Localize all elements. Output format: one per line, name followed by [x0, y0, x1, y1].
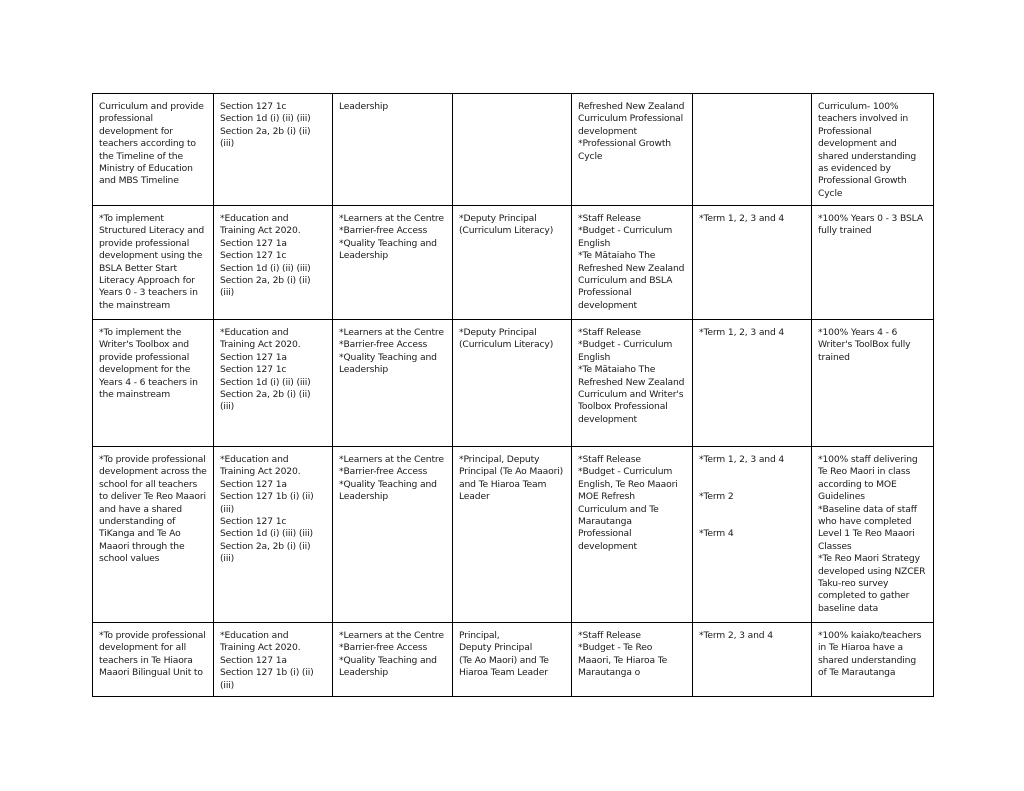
- cell-objective: *To implement the Writer's Toolbox and provide professional development for the Years 4 - 6 teachers in the mainstream: [93, 320, 214, 447]
- cell-timeframe: [693, 94, 812, 206]
- cell-outcome: *100% staff delivering Te Reo Maori in class according to MOE Guidelines *Baseline data of staff who have completed Level 1 Te Reo Maaori Classes *Te Reo Maori Strategy developed using NZCER Taku-reo survey completed to gather baseline data: [812, 447, 934, 623]
- cell-resources: *Staff Release *Budget - Curriculum English, Te Reo Maaori MOE Refresh Curriculum and Te Marautanga Professional development: [572, 447, 693, 623]
- cell-resources: *Staff Release *Budget - Te Reo Maaori, Te Hiaroa Te Marautanga o: [572, 623, 693, 697]
- table-row: [93, 623, 934, 697]
- cell-responsibility: *Deputy Principal (Curriculum Literacy): [453, 320, 572, 447]
- cell-responsibility: [453, 94, 572, 206]
- cell-legislation: Section 127 1c Section 1d (i) (ii) (iii) Section 2a, 2b (i) (ii) (iii): [214, 94, 333, 206]
- table-row: [93, 447, 934, 623]
- table-row: [93, 320, 934, 447]
- cell-strategic-goal: *Learners at the Centre *Barrier-free Access *Quality Teaching and Leadership: [333, 623, 453, 697]
- cell-objective: *To provide professional development across the school for all teachers to deliver Te Reo Maaori and have a shared understanding of TiKanga and Te Ao Maaori through the school values: [93, 447, 214, 623]
- cell-legislation: *Education and Training Act 2020. Section 127 1a Section 127 1c Section 1d (i) (ii) (iii) Section 2a, 2b (i) (ii) (iii): [214, 320, 333, 447]
- table-row: [93, 206, 934, 320]
- cell-strategic-goal: *Learners at the Centre *Barrier-free Access *Quality Teaching and Leadership: [333, 206, 453, 320]
- cell-legislation: *Education and Training Act 2020. Section 127 1a Section 127 1b (i) (ii) (iii) Section 127 1c Section 1d (i) (iii) (iii) Section 2a, 2b (i) (ii) (iii): [214, 447, 333, 623]
- table-row: [93, 94, 934, 206]
- cell-resources: *Staff Release *Budget - Curriculum English *Te Mātaiaho The Refreshed New Zealand Curriculum and BSLA Professional development: [572, 206, 693, 320]
- cell-outcome: *100% kaiako/teachers in Te Hiaroa have a shared understanding of Te Marautanga: [812, 623, 934, 697]
- cell-timeframe: *Term 1, 2, 3 and 4: [693, 320, 812, 447]
- cell-objective: Curriculum and provide professional development for teachers according to the Timeline of the Ministry of Education and MBS Timeline: [93, 94, 214, 206]
- cell-responsibility: *Principal, Deputy Principal (Te Ao Maaori) and Te Hiaroa Team Leader: [453, 447, 572, 623]
- cell-strategic-goal: Leadership: [333, 94, 453, 206]
- cell-resources: Refreshed New Zealand Curriculum Professional development *Professional Growth Cycle: [572, 94, 693, 206]
- cell-legislation: *Education and Training Act 2020. Section 127 1a Section 127 1c Section 1d (i) (ii) (iii) Section 2a, 2b (i) (ii) (iii): [214, 206, 333, 320]
- cell-responsibility: *Deputy Principal (Curriculum Literacy): [453, 206, 572, 320]
- cell-objective: *To implement Structured Literacy and provide professional development using the BSLA Better Start Literacy Approach for Years 0 - 3 teachers in the mainstream: [93, 206, 214, 320]
- cell-outcome: Curriculum- 100% teachers involved in Professional development and shared understanding as evidenced by Professional Growth Cycle: [812, 94, 934, 206]
- cell-outcome: *100% Years 0 - 3 BSLA fully trained: [812, 206, 934, 320]
- cell-responsibility: Principal, Deputy Principal (Te Ao Maori) and Te Hiaroa Team Leader: [453, 623, 572, 697]
- cell-outcome: *100% Years 4 - 6 Writer's ToolBox fully trained: [812, 320, 934, 447]
- cell-resources: *Staff Release *Budget - Curriculum English *Te Mātaiaho The Refreshed New Zealand Curriculum and Writer's Toolbox Professional development: [572, 320, 693, 447]
- cell-legislation: *Education and Training Act 2020. Section 127 1a Section 127 1b (i) (ii) (iii): [214, 623, 333, 697]
- cell-timeframe: *Term 1, 2, 3 and 4 *Term 2 *Term 4: [693, 447, 812, 623]
- cell-objective: *To provide professional development for all teachers in Te Hiaora Maaori Bilingual Unit to: [93, 623, 214, 697]
- plan-table: [92, 93, 934, 697]
- cell-timeframe: *Term 2, 3 and 4: [693, 623, 812, 697]
- cell-timeframe: *Term 1, 2, 3 and 4: [693, 206, 812, 320]
- cell-strategic-goal: *Learners at the Centre *Barrier-free Access *Quality Teaching and Leadership: [333, 447, 453, 623]
- cell-strategic-goal: *Learners at the Centre *Barrier-free Access *Quality Teaching and Leadership: [333, 320, 453, 447]
